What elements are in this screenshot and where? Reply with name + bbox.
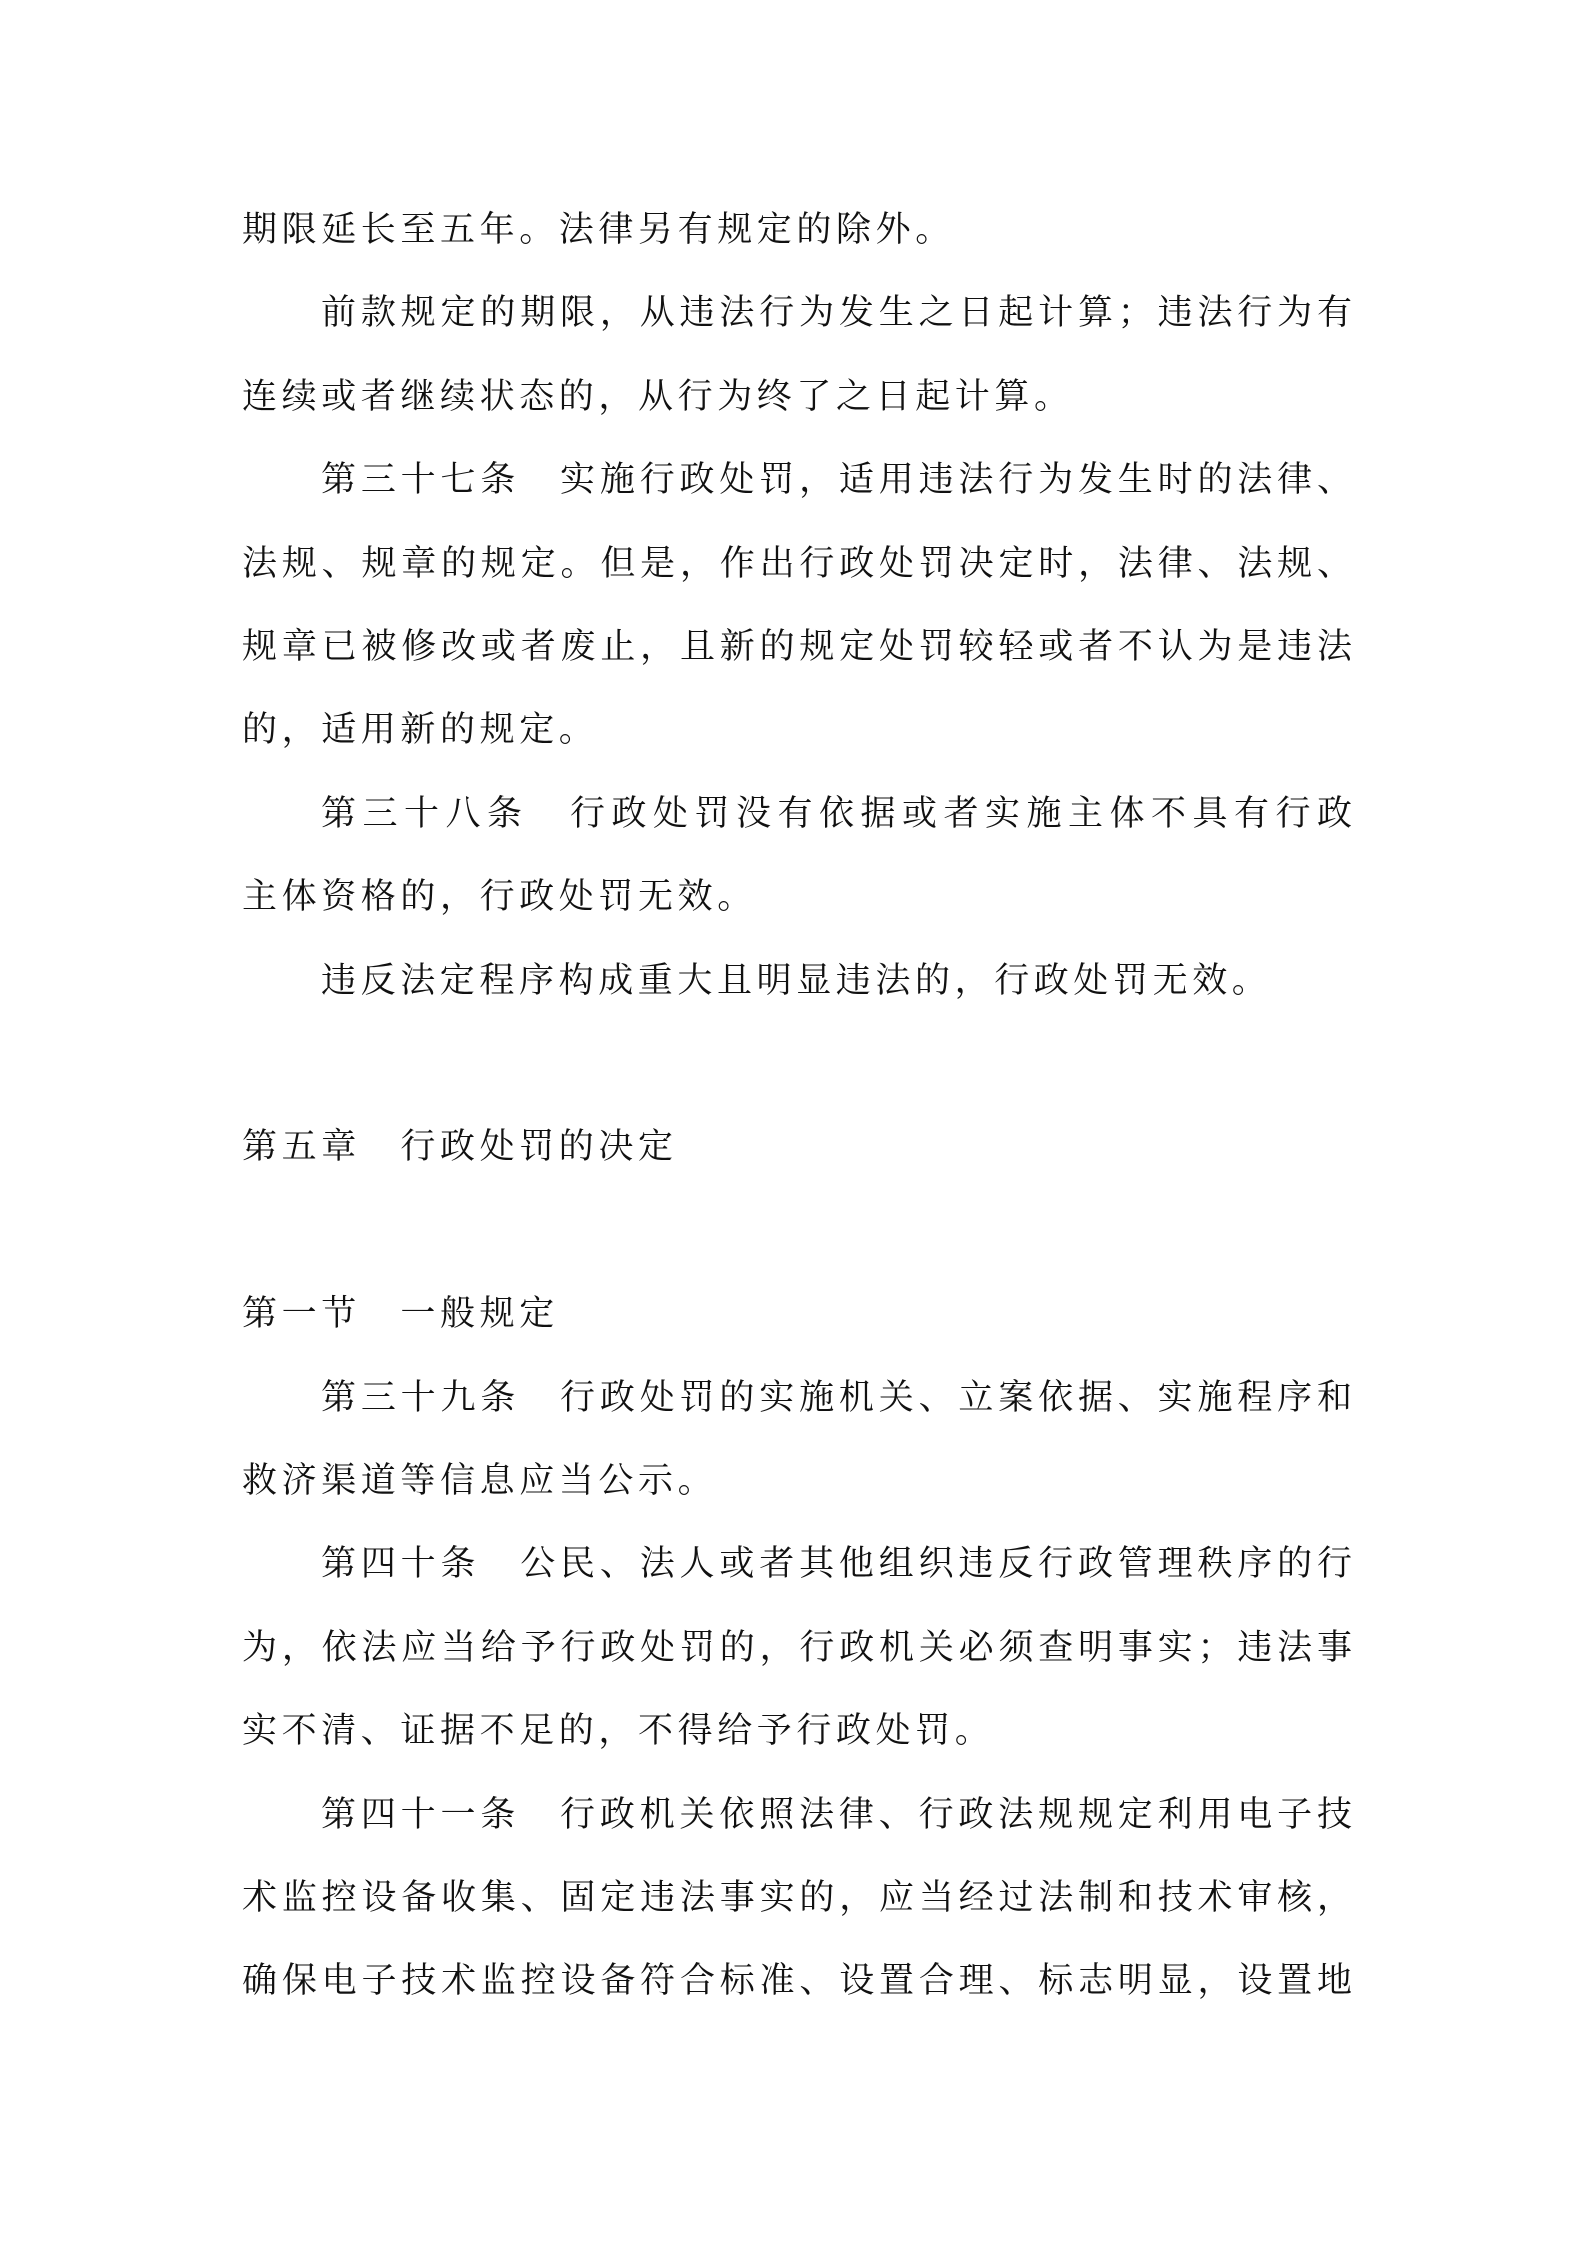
paragraph-line: 的，适用新的规定。 <box>242 710 599 750</box>
paragraph-line: 主体资格的，行政处罚无效。 <box>242 877 757 917</box>
chapter-heading: 第五章 行政处罚的决定 <box>242 1127 678 1167</box>
paragraph-line: 实不清、证据不足的，不得给予行政处罚。 <box>242 1711 995 1751</box>
paragraph-line: 前款规定的期限，从违法行为发生之日起计算；违法行为有 <box>321 293 1352 333</box>
paragraph-line: 术监控设备收集、固定违法事实的，应当经过法制和技术审核， <box>242 1878 1352 1918</box>
paragraph-line: 违反法定程序构成重大且明显违法的，行政处罚无效。 <box>321 961 1272 1001</box>
paragraph-line: 规章已被修改或者废止，且新的规定处罚较轻或者不认为是违法 <box>242 627 1352 667</box>
article-37-line: 第三十七条 实施行政处罚，适用违法行为发生时的法律、 <box>321 460 1352 500</box>
paragraph-line: 为，依法应当给予行政处罚的，行政机关必须查明事实；违法事 <box>242 1628 1352 1668</box>
article-38-line: 第三十八条 行政处罚没有依据或者实施主体不具有行政 <box>321 794 1352 834</box>
paragraph-line: 期限延长至五年。法律另有规定的除外。 <box>242 210 955 250</box>
section-heading: 第一节 一般规定 <box>242 1294 559 1334</box>
paragraph-line: 法规、规章的规定。但是，作出行政处罚决定时，法律、法规、 <box>242 544 1352 584</box>
article-41-line: 第四十一条 行政机关依照法律、行政法规规定利用电子技 <box>321 1795 1352 1835</box>
paragraph-line: 确保电子技术监控设备符合标准、设置合理、标志明显，设置地 <box>242 1961 1352 2001</box>
paragraph-line: 救济渠道等信息应当公示。 <box>242 1461 718 1501</box>
paragraph-line: 连续或者继续状态的，从行为终了之日起计算。 <box>242 377 1074 417</box>
article-40-line: 第四十条 公民、法人或者其他组织违反行政管理秩序的行 <box>321 1544 1352 1584</box>
article-39-line: 第三十九条 行政处罚的实施机关、立案依据、实施程序和 <box>321 1378 1352 1418</box>
